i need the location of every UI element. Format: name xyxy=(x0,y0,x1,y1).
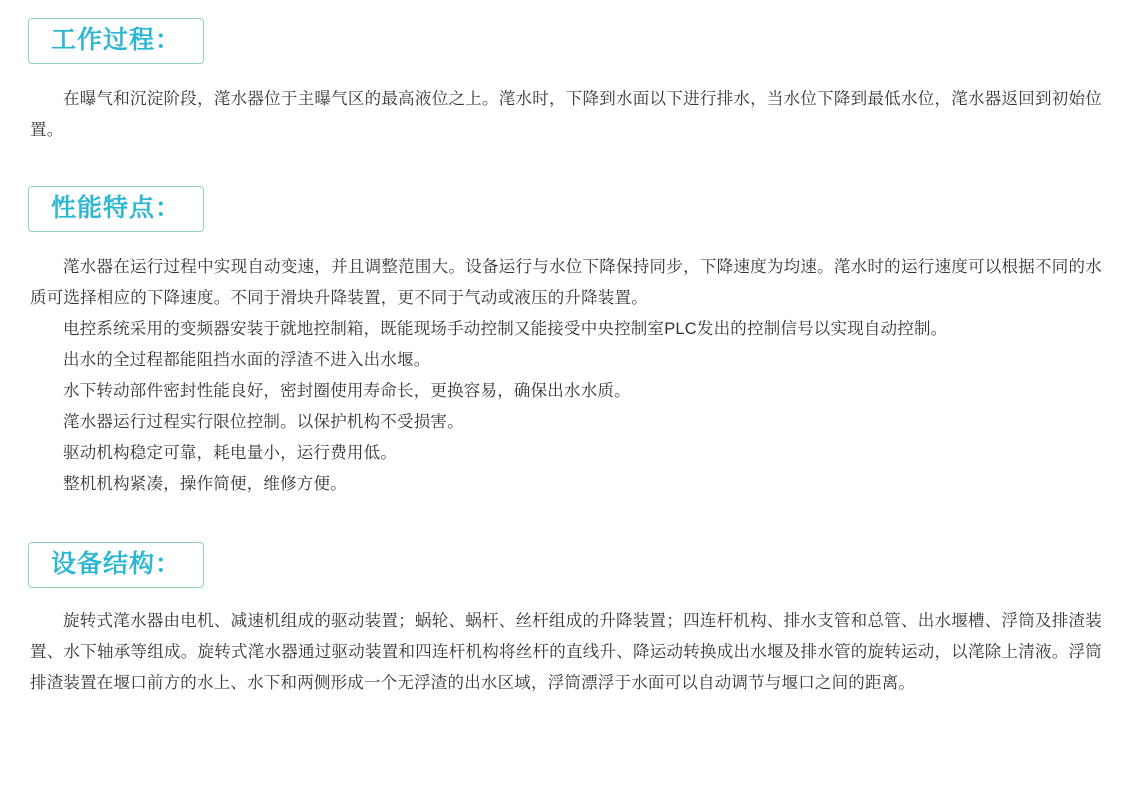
paragraph: 出水的全过程都能阻挡水面的浮渣不进入出水堰。 xyxy=(63,351,431,369)
section-heading-equipment-structure xyxy=(28,542,204,588)
section-heading-text: 工作过程： xyxy=(51,26,182,54)
section-heading-text: 性能特点： xyxy=(51,194,182,222)
section-heading-performance-features xyxy=(28,186,204,232)
heading-wrap-work-process xyxy=(14,18,1118,64)
body-equipment-structure xyxy=(14,606,1118,699)
paragraph: 驱动机构稳定可靠，耗电量小，运行费用低。 xyxy=(63,444,397,462)
paragraph: 整机机构紧凑，操作简便，维修方便。 xyxy=(63,475,347,493)
section-heading-work-process xyxy=(28,18,204,64)
section-heading-text: 设备结构： xyxy=(51,550,182,578)
paragraph: 电控系统采用的变频器安装于就地控制箱，既能现场手动控制又能接受中央控制室PLC发出的控制信号以实现自动控制。 xyxy=(63,320,948,338)
paragraph: 滗水器在运行过程中实现自动变速，并且调整范围大。设备运行与水位下降保持同步，下降速度为均速。滗水时的运行速度可以根据不同的水质可选择相应的下降速度。不同于滑块升降装置，更不同于气动或液压的升降装置。 xyxy=(30,258,1102,307)
paragraph: 滗水器运行过程实行限位控制。以保护机构不受损害。 xyxy=(63,413,464,431)
body-work-process xyxy=(14,84,1118,146)
body-performance-features xyxy=(14,252,1118,500)
heading-wrap-equipment-structure xyxy=(14,542,1118,588)
paragraph: 水下转动部件密封性能良好，密封圈使用寿命长，更换容易，确保出水水质。 xyxy=(63,382,631,400)
paragraph: 旋转式滗水器由电机、减速机组成的驱动装置；蜗轮、蜗杆、丝杆组成的升降装置；四连杆机构、排水支管和总管、出水堰槽、浮筒及排渣装置、水下轴承等组成。旋转式滗水器通过驱动装置和四连杆机构将丝杆的直线升、降运动转换成出水堰及排水管的旋转运动，以滗除上清液。浮筒排渣装置在堰口前方的水上、水下和两侧形成一个无浮渣的出水区域，浮筒漂浮于水面可以自动调节与堰口之间的距离。 xyxy=(30,612,1102,692)
section-work-process xyxy=(0,0,1132,146)
paragraph: 在曝气和沉淀阶段，滗水器位于主曝气区的最高液位之上。滗水时，下降到水面以下进行排水，当水位下降到最低水位，滗水器返回到初始位置。 xyxy=(30,90,1102,139)
section-equipment-structure xyxy=(0,542,1132,699)
heading-wrap-performance-features xyxy=(14,186,1118,232)
section-performance-features xyxy=(0,186,1132,500)
